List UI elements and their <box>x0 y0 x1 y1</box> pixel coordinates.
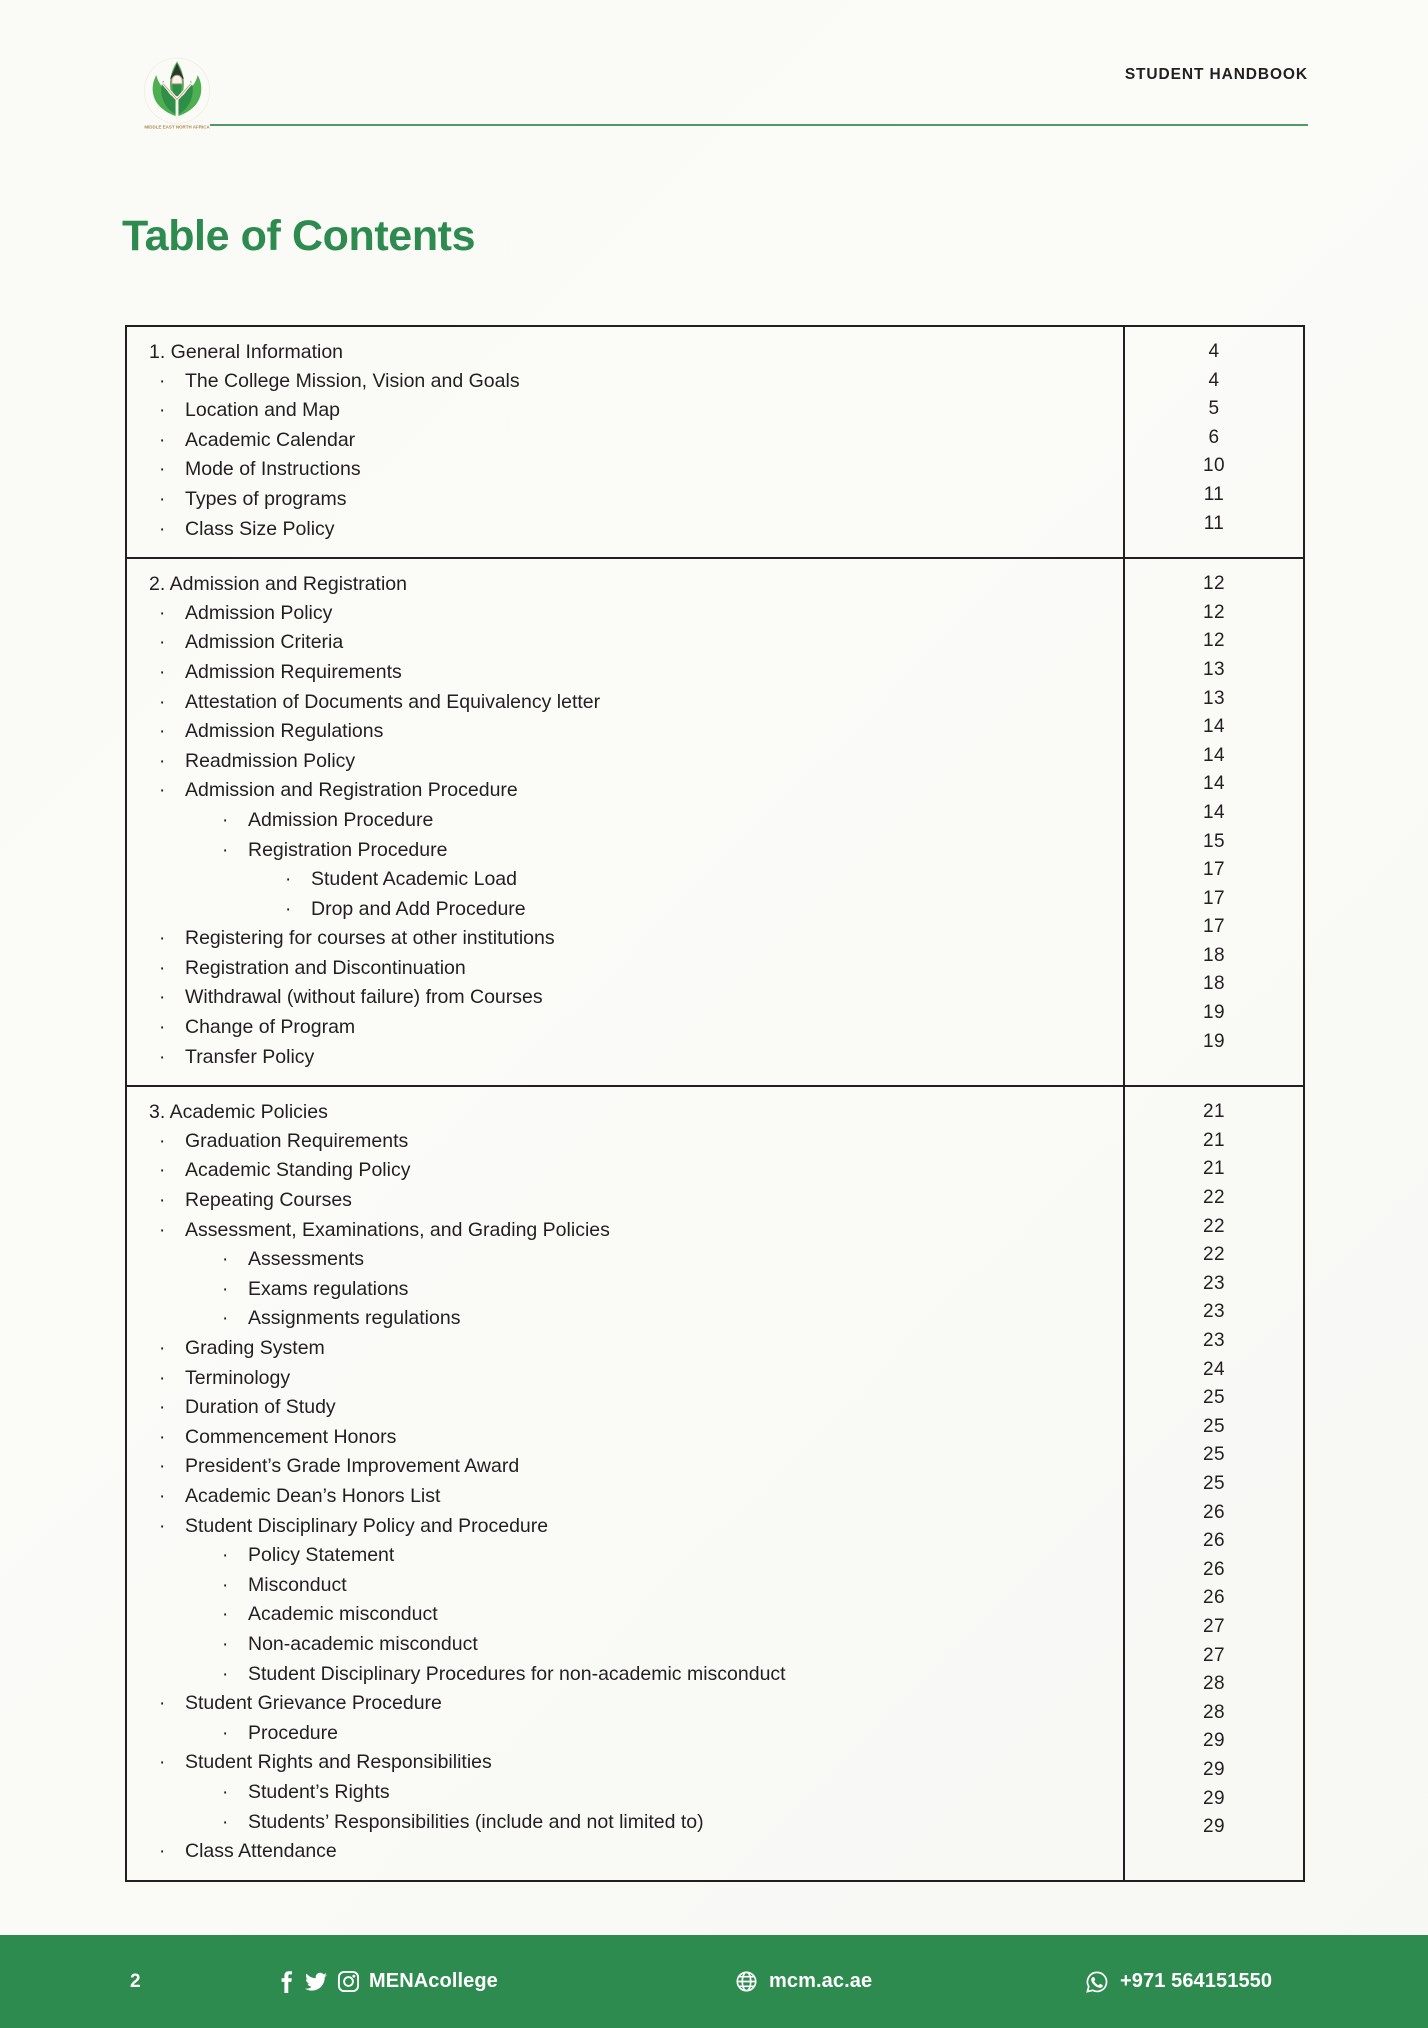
toc-page-number: 23 <box>1203 1330 1225 1351</box>
table-of-contents <box>125 325 1305 1882</box>
bullet-icon: · <box>159 1367 166 1389</box>
toc-entry[interactable] <box>127 688 1123 718</box>
bullet-icon: · <box>222 1604 229 1626</box>
toc-entry[interactable] <box>127 1043 1123 1073</box>
toc-entry-column <box>127 559 1123 1085</box>
toc-entry-label: Student Disciplinary Policy and Procedure <box>185 1514 549 1537</box>
toc-entry-label: Admission Criteria <box>185 631 344 654</box>
toc-page-number: 29 <box>1203 1787 1225 1809</box>
footer-phone-group[interactable] <box>1085 1970 1272 1994</box>
toc-entry-label: Admission Procedure <box>248 808 434 831</box>
bullet-icon: · <box>222 1811 229 1833</box>
toc-entry[interactable] <box>127 1748 1123 1778</box>
toc-entry-label: Grading System <box>185 1337 325 1359</box>
toc-section-heading[interactable] <box>127 570 1123 599</box>
toc-entry-label: President’s Grade Improvement Award <box>185 1455 520 1478</box>
toc-entry[interactable] <box>127 983 1123 1013</box>
toc-entry[interactable] <box>127 865 1123 895</box>
toc-entry[interactable] <box>127 747 1123 777</box>
toc-section-heading[interactable] <box>127 338 1123 367</box>
toc-entry[interactable] <box>127 1156 1123 1186</box>
toc-entry[interactable] <box>127 1600 1123 1630</box>
bullet-icon: · <box>222 1633 229 1655</box>
toc-page-number: 19 <box>1203 1002 1225 1024</box>
toc-page-number: 29 <box>1203 1816 1225 1838</box>
toc-page-column <box>1123 327 1303 557</box>
bullet-icon: · <box>159 661 166 683</box>
toc-page-column <box>1123 1087 1303 1879</box>
toc-entry[interactable] <box>127 1393 1123 1423</box>
toc-page-number: 29 <box>1203 1730 1225 1752</box>
toc-entry-label: Transfer Policy <box>185 1045 315 1068</box>
footer-website[interactable]: mcm.ac.ae <box>769 1970 873 1992</box>
toc-entry-label: Attestation of Documents and Equivalency letter <box>185 690 601 713</box>
toc-entry-label: Readmission Policy <box>185 749 356 772</box>
bullet-icon: · <box>285 898 292 920</box>
svg-text:MIDDLE EAST NORTH AFRICA: MIDDLE EAST NORTH AFRICA <box>144 124 210 130</box>
page-footer <box>0 1935 1428 2028</box>
toc-entry-label: Class Attendance <box>185 1840 337 1863</box>
toc-entry-label: 1. General Information <box>149 341 344 363</box>
toc-page-number: 23 <box>1203 1272 1225 1294</box>
toc-page-number: 14 <box>1203 744 1225 766</box>
toc-entry[interactable] <box>127 1186 1123 1216</box>
toc-entry-label: Duration of Study <box>185 1396 336 1419</box>
toc-entry-label: 3. Academic Policies <box>149 1101 328 1124</box>
toc-entry-label: Change of Program <box>185 1016 356 1039</box>
toc-entry[interactable] <box>127 1778 1123 1808</box>
bullet-icon: · <box>159 1338 166 1359</box>
footer-social-group[interactable] <box>278 1970 498 1994</box>
toc-section-general-information <box>127 327 1303 559</box>
whatsapp-icon <box>1085 1970 1109 1994</box>
toc-entry[interactable] <box>127 1127 1123 1157</box>
toc-page-number: 14 <box>1203 773 1225 795</box>
toc-page-number: 21 <box>1203 1101 1225 1123</box>
toc-page-number: 26 <box>1203 1587 1225 1609</box>
bullet-icon: · <box>159 370 166 392</box>
facebook-icon[interactable] <box>278 1970 295 1994</box>
bullet-icon: · <box>222 1722 229 1744</box>
footer-page-number: 2 <box>130 1970 141 1992</box>
toc-entry[interactable] <box>127 1216 1123 1246</box>
toc-section-academic-policies <box>127 1087 1303 1879</box>
toc-page-number: 21 <box>1203 1129 1225 1151</box>
toc-page-number: 5 <box>1208 398 1220 420</box>
toc-entry[interactable] <box>127 396 1123 426</box>
bullet-icon: · <box>222 1278 229 1300</box>
toc-entry[interactable] <box>127 515 1123 545</box>
toc-section-heading[interactable] <box>127 1098 1123 1127</box>
toc-page-number: 18 <box>1203 973 1225 995</box>
toc-page-number: 25 <box>1203 1415 1225 1437</box>
toc-page-number: 28 <box>1203 1701 1225 1723</box>
toc-entry-label: The College Mission, Vision and Goals <box>185 369 520 392</box>
toc-page-number: 11 <box>1203 512 1225 534</box>
toc-entry-label: Class Size Policy <box>185 517 335 540</box>
toc-page-number: 18 <box>1203 944 1225 966</box>
bullet-icon: · <box>222 809 229 831</box>
toc-entry[interactable] <box>127 485 1123 515</box>
toc-entry-label: Student Grievance Procedure <box>185 1692 442 1715</box>
toc-page-number: 11 <box>1203 483 1225 505</box>
toc-entry[interactable] <box>127 1630 1123 1660</box>
toc-entry[interactable] <box>127 367 1123 397</box>
toc-entry-label: Location and Map <box>185 399 341 422</box>
toc-page-number: 27 <box>1203 1644 1225 1666</box>
toc-page-number: 23 <box>1203 1301 1225 1323</box>
bullet-icon: · <box>159 1046 166 1068</box>
toc-page-number: 26 <box>1203 1501 1225 1523</box>
mena-college-logo <box>134 46 220 132</box>
footer-website-group[interactable] <box>735 1970 872 1993</box>
toc-page-number: 26 <box>1203 1558 1225 1580</box>
toc-entry-label: Repeating Courses <box>185 1189 352 1212</box>
toc-entry[interactable] <box>127 836 1123 866</box>
bullet-icon: · <box>159 1017 166 1039</box>
footer-phone[interactable]: +971 564151550 <box>1120 1970 1273 1992</box>
toc-entry-label: Assignments regulations <box>248 1307 461 1330</box>
toc-entry[interactable] <box>127 1719 1123 1749</box>
toc-page-number: 17 <box>1203 887 1225 909</box>
toc-page-number: 6 <box>1208 426 1220 448</box>
page-title: Table of Contents <box>122 212 476 260</box>
bullet-icon: · <box>159 1456 166 1478</box>
toc-entry-label: Policy Statement <box>248 1544 395 1567</box>
toc-page-number: 25 <box>1203 1472 1225 1494</box>
toc-entry[interactable] <box>127 1660 1123 1690</box>
toc-entry-label: Student Academic Load <box>311 868 517 891</box>
bullet-icon: · <box>159 987 166 1009</box>
toc-entry-label: Exams regulations <box>248 1277 409 1300</box>
bullet-icon: · <box>159 1693 166 1715</box>
toc-page-number: 24 <box>1203 1358 1225 1380</box>
toc-page-number: 14 <box>1203 801 1225 823</box>
toc-page-number: 27 <box>1203 1615 1225 1637</box>
bullet-icon: · <box>159 1130 166 1152</box>
toc-page-number: 12 <box>1203 601 1225 623</box>
bullet-icon: · <box>159 459 166 481</box>
toc-entry-label: Types of programs <box>185 487 347 510</box>
twitter-icon[interactable] <box>304 1970 328 1994</box>
toc-page-number: 29 <box>1203 1758 1225 1780</box>
toc-entry-label: Commencement Honors <box>185 1425 397 1448</box>
bullet-icon: · <box>159 1485 166 1507</box>
toc-page-number: 22 <box>1203 1244 1225 1266</box>
toc-entry-label: Academic misconduct <box>248 1603 438 1626</box>
toc-entry[interactable] <box>127 1512 1123 1542</box>
bullet-icon: · <box>222 839 229 861</box>
toc-entry[interactable] <box>127 599 1123 629</box>
bullet-icon: · <box>159 400 166 422</box>
toc-entry[interactable] <box>127 1689 1123 1719</box>
toc-entry[interactable] <box>127 806 1123 836</box>
bullet-icon: · <box>222 1249 229 1271</box>
bullet-icon: · <box>159 602 166 624</box>
page-header <box>120 40 1308 130</box>
bullet-icon: · <box>159 632 166 654</box>
toc-entry[interactable] <box>127 1541 1123 1571</box>
toc-entry-label: Graduation Requirements <box>185 1129 409 1152</box>
toc-entry-label: Admission and Registration Procedure <box>185 779 518 802</box>
toc-entry[interactable] <box>127 776 1123 806</box>
toc-section-admission-and-registration <box>127 559 1303 1087</box>
bullet-icon: · <box>159 1160 166 1182</box>
toc-entry-label: Misconduct <box>248 1573 347 1596</box>
toc-entry-label: Student Rights and Responsibilities <box>185 1751 492 1774</box>
bullet-icon: · <box>159 928 166 950</box>
toc-page-number: 25 <box>1203 1387 1225 1409</box>
bullet-icon: · <box>159 1219 166 1241</box>
toc-entry[interactable] <box>127 924 1123 954</box>
bullet-icon: · <box>159 1190 166 1212</box>
toc-entry-label: Admission Regulations <box>185 720 384 743</box>
toc-entry-label: Students’ Responsibilities (include and not limited to) <box>248 1810 704 1833</box>
bullet-icon: · <box>159 780 166 802</box>
toc-entry-column <box>127 1087 1123 1879</box>
bullet-icon: · <box>159 1426 166 1448</box>
toc-entry-label: Assessments <box>248 1248 364 1271</box>
toc-entry[interactable] <box>127 455 1123 485</box>
toc-entry-label: Academic Calendar <box>185 428 356 451</box>
toc-entry-label: Non-academic misconduct <box>248 1632 478 1655</box>
bullet-icon: · <box>159 1397 166 1419</box>
toc-entry-label: Drop and Add Procedure <box>311 897 526 920</box>
toc-entry[interactable] <box>127 1482 1123 1512</box>
toc-page-column <box>1123 559 1303 1085</box>
bullet-icon: · <box>159 957 166 979</box>
bullet-icon: · <box>159 750 166 772</box>
instagram-icon[interactable] <box>337 1970 360 1993</box>
footer-social-handle: MENAcollege <box>369 1970 498 1992</box>
toc-entry[interactable] <box>127 717 1123 747</box>
toc-entry-label: Academic Dean’s Honors List <box>185 1484 441 1507</box>
toc-entry[interactable] <box>127 1364 1123 1394</box>
toc-page-number: 4 <box>1208 369 1220 391</box>
toc-page-number: 25 <box>1203 1444 1225 1466</box>
toc-entry[interactable] <box>127 954 1123 984</box>
toc-page-number: 14 <box>1203 716 1225 738</box>
toc-entry[interactable] <box>127 1245 1123 1275</box>
toc-entry-label: Procedure <box>248 1721 338 1744</box>
bullet-icon: · <box>222 1781 229 1803</box>
toc-entry[interactable] <box>127 1013 1123 1043</box>
toc-entry[interactable] <box>127 895 1123 925</box>
toc-entry-label: Registration and Discontinuation <box>185 956 466 979</box>
toc-entry-label: Mode of Instructions <box>185 458 361 481</box>
toc-page-number: 22 <box>1203 1215 1225 1237</box>
toc-entry-label: Admission Policy <box>185 601 333 624</box>
toc-page-number: 17 <box>1203 859 1225 881</box>
toc-page-number: 21 <box>1203 1158 1225 1180</box>
toc-page-number: 12 <box>1203 573 1225 595</box>
header-title: STUDENT HANDBOOK <box>1124 66 1308 83</box>
toc-page-number: 13 <box>1203 658 1225 680</box>
toc-entry-label: Registration Procedure <box>248 838 448 861</box>
toc-entry-label: 2. Admission and Registration <box>149 573 407 596</box>
toc-entry[interactable] <box>127 1571 1123 1601</box>
toc-entry-label: Student Disciplinary Procedures for non-academic misconduct <box>248 1662 786 1685</box>
bullet-icon: · <box>159 1752 166 1774</box>
header-divider <box>210 124 1308 126</box>
bullet-icon: · <box>159 1841 166 1863</box>
toc-entry[interactable] <box>127 1275 1123 1305</box>
toc-entry[interactable] <box>127 1808 1123 1838</box>
toc-entry-label: Terminology <box>185 1366 291 1389</box>
toc-entry[interactable] <box>127 1334 1123 1364</box>
toc-entry-label: Withdrawal (without failure) from Courses <box>185 986 543 1009</box>
toc-entry[interactable] <box>127 1452 1123 1482</box>
toc-page-number: 28 <box>1203 1673 1225 1695</box>
globe-icon <box>735 1970 758 1993</box>
toc-page-number: 13 <box>1203 687 1225 709</box>
bullet-icon: · <box>222 1663 229 1685</box>
bullet-icon: · <box>285 869 292 891</box>
toc-entry[interactable] <box>127 658 1123 688</box>
bullet-icon: · <box>159 721 166 743</box>
toc-entry[interactable] <box>127 1837 1123 1867</box>
toc-entry[interactable] <box>127 628 1123 658</box>
bullet-icon: · <box>159 1515 166 1537</box>
bullet-icon: · <box>159 691 166 713</box>
toc-entry-label: Admission Requirements <box>185 660 402 683</box>
toc-page-number: 10 <box>1203 455 1225 477</box>
toc-page-number: 15 <box>1203 830 1225 852</box>
toc-entry-label: Student’s Rights <box>248 1780 390 1803</box>
toc-page-number: 22 <box>1203 1187 1225 1209</box>
toc-entry[interactable] <box>127 1423 1123 1453</box>
bullet-icon: · <box>222 1308 229 1330</box>
bullet-icon: · <box>222 1574 229 1596</box>
toc-page-number: 19 <box>1203 1030 1225 1052</box>
toc-page-number: 12 <box>1203 630 1225 652</box>
toc-entry-column <box>127 327 1123 557</box>
bullet-icon: · <box>222 1545 229 1567</box>
toc-page-number: 26 <box>1203 1530 1225 1552</box>
toc-entry-label: Academic Standing Policy <box>185 1159 411 1182</box>
toc-page-number: 4 <box>1208 341 1220 362</box>
bullet-icon: · <box>159 488 166 510</box>
toc-entry-label: Assessment, Examinations, and Grading Policies <box>185 1218 610 1241</box>
bullet-icon: · <box>159 518 166 540</box>
toc-entry[interactable] <box>127 1304 1123 1334</box>
toc-page-number: 17 <box>1203 916 1225 938</box>
bullet-icon: · <box>159 429 166 451</box>
toc-entry[interactable] <box>127 426 1123 456</box>
toc-entry-label: Registering for courses at other institutions <box>185 927 555 950</box>
